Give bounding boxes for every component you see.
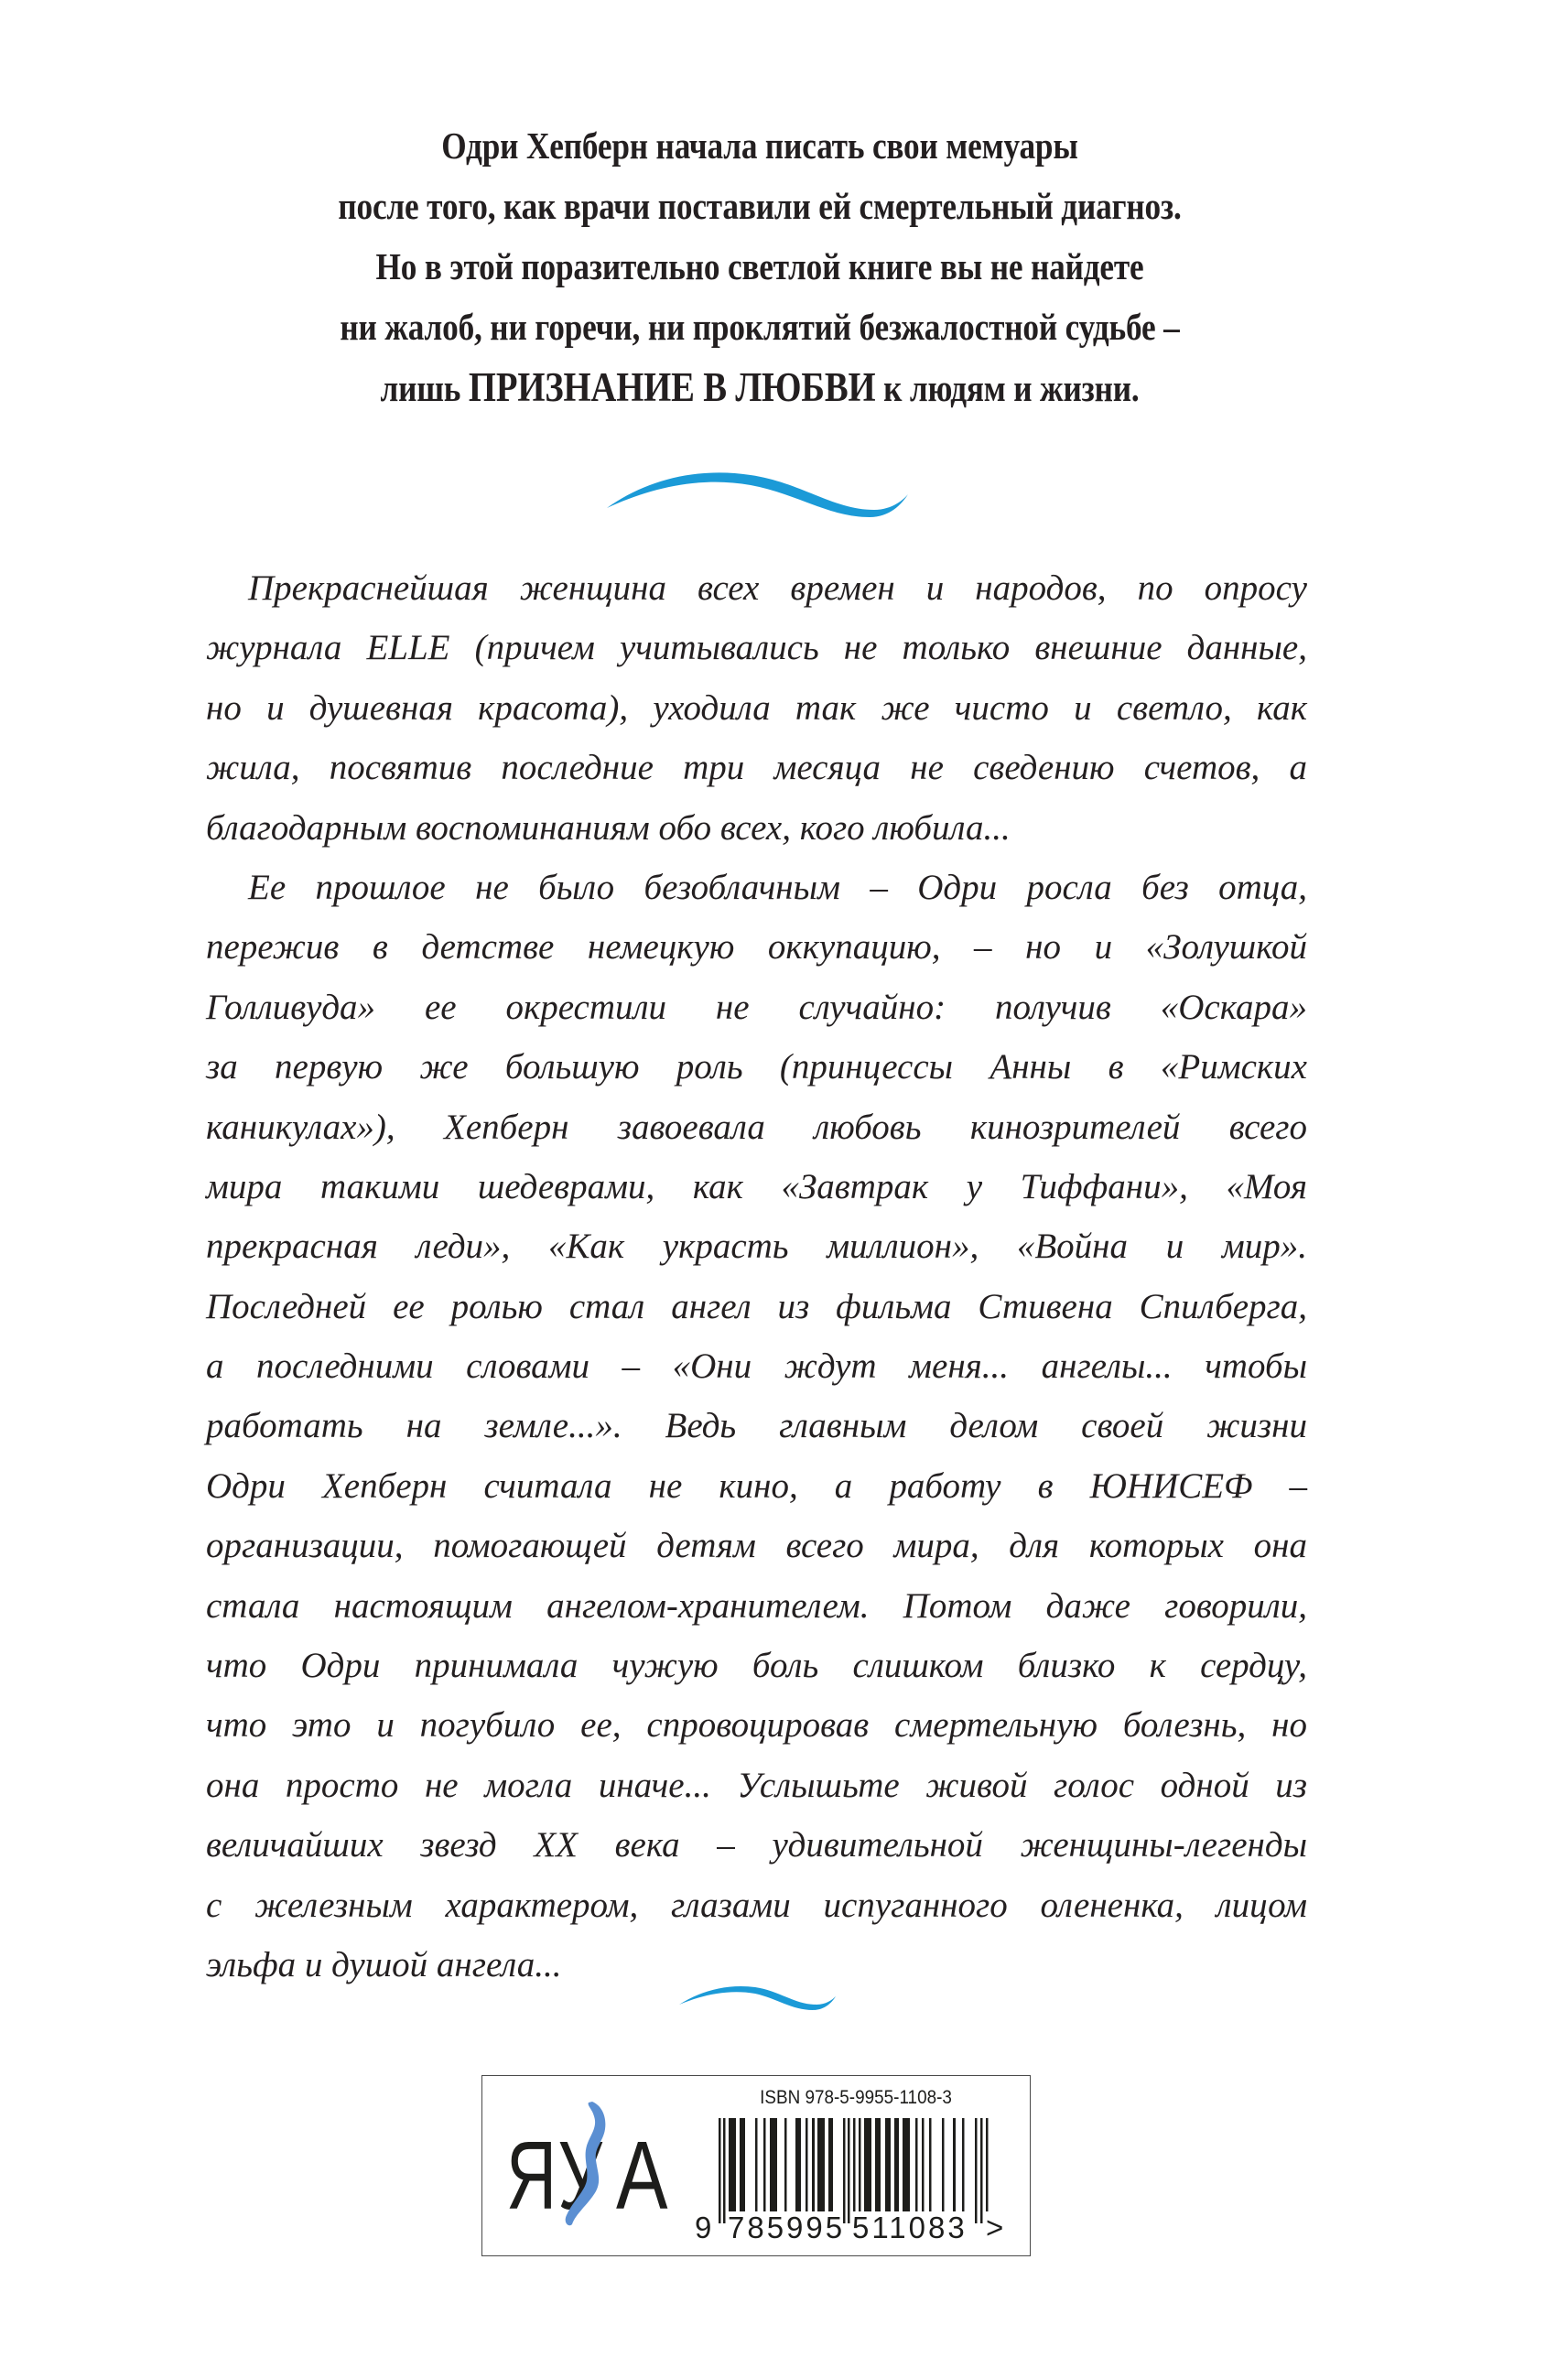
body-line: жила, посвятив последние три месяца не сведению счетов, а <box>206 748 1307 788</box>
blurb-body <box>206 558 1307 1995</box>
body-line: Голливуда» ее окрестили не случайно: получив «Оскара» <box>206 987 1307 1027</box>
body-line: Ее прошлое не было безоблачным – Одри росла без отца, <box>248 867 1307 907</box>
heading-line-4: ни жалоб, ни горечи, ни проклятий безжалостной судьбе – <box>340 306 1180 348</box>
heading-emphasis: ПРИЗНАНИЕ В ЛЮБВИ <box>468 364 876 410</box>
body-line: с железным характером, глазами испуганного олененка, лицом <box>206 1885 1307 1925</box>
barcode-digits <box>695 2211 1024 2244</box>
barcode-digit-first: 9 <box>695 2211 712 2244</box>
body-line: благодарным воспоминаниям обо всех, кого любила... <box>206 807 1011 848</box>
body-line: каникулах»), Хепберн завоевала любовь кинозрителей всего <box>206 1107 1307 1147</box>
body-line: Последней ее ролью стал ангел из фильма Стивена Спилберга, <box>206 1286 1307 1326</box>
body-line: работать на земле...». Ведь главным делом своей жизни <box>206 1406 1307 1446</box>
body-line: мира такими шедеврами, как «Завтрак у Тиффани», «Моя <box>206 1166 1307 1206</box>
body-line: пережив в детстве немецкую оккупацию, – но и «Золушкой <box>206 927 1307 968</box>
blurb-heading <box>110 115 1410 417</box>
logo-squiggle-icon <box>565 2100 620 2233</box>
body-line: Прекраснейшая женщина всех времен и народов, по опросу <box>248 568 1307 608</box>
barcode-digits-left-group: 785995 <box>728 2211 846 2244</box>
body-line: стала настоящим ангелом-хранителем. Потом даже говорили, <box>206 1585 1307 1626</box>
isbn-barcode-box <box>481 2075 1031 2256</box>
heading-line-5-pre: лишь <box>380 367 469 409</box>
logo-letters-left: ЯУ <box>506 2122 604 2230</box>
body-line: организации, помогающей детям всего мира, для которых она <box>206 1526 1307 1566</box>
heading-line-2: после того, как врачи поставили ей смертельный диагноз. <box>338 185 1182 227</box>
wave-ornament-top-icon <box>604 462 911 519</box>
body-line: она просто не могла иначе... Услышьте живой голос одной из <box>206 1765 1307 1805</box>
heading-line-1: Одри Хепберн начала писать свои мемуары <box>441 124 1078 167</box>
body-line: прекрасная леди», «Как украсть миллион», «Война и мир». <box>206 1227 1307 1267</box>
body-paragraph-1 <box>206 558 1307 858</box>
quiet-zone-marker: > <box>986 2211 1004 2244</box>
body-paragraph-2 <box>206 858 1307 1995</box>
isbn-label: ISBN 978-5-9955-1108-3 <box>760 2087 952 2108</box>
heading-line-5-post: к людям и жизни. <box>875 367 1140 409</box>
body-line: что Одри принимала чужую боль слишком близко к сердцу, <box>206 1646 1307 1686</box>
body-line: Одри Хепберн считала не кино, а работу в ЮНИСЕФ – <box>206 1465 1307 1506</box>
body-line: величайших звезд XX века – удивительной женщины-легенды <box>206 1825 1307 1865</box>
body-line: эльфа и душой ангела... <box>206 1944 562 1984</box>
body-line: а последними словами – «Они ждут меня... ангелы... чтобы <box>206 1346 1307 1387</box>
body-line: за первую же большую роль (принцессы Анны в «Римских <box>206 1047 1307 1087</box>
heading-line-5 <box>200 357 1318 417</box>
body-line: журнала ELLE (причем учитывались не только внешние данные, <box>206 628 1307 668</box>
body-line: но и душевная красота), уходила так же чисто и светло, как <box>206 687 1307 728</box>
barcode-icon <box>719 2118 993 2223</box>
wave-ornament-bottom-icon <box>677 1981 838 2012</box>
logo-letter-right: А <box>616 2122 668 2230</box>
heading-line-3: Но в этой поразительно светлой книге вы не найдете <box>375 245 1144 287</box>
publisher-logo <box>506 2100 671 2233</box>
body-line: что это и погубило ее, спровоцировав смертельную болезнь, но <box>206 1705 1307 1746</box>
barcode-digits-right-group: 511083 <box>852 2211 968 2244</box>
